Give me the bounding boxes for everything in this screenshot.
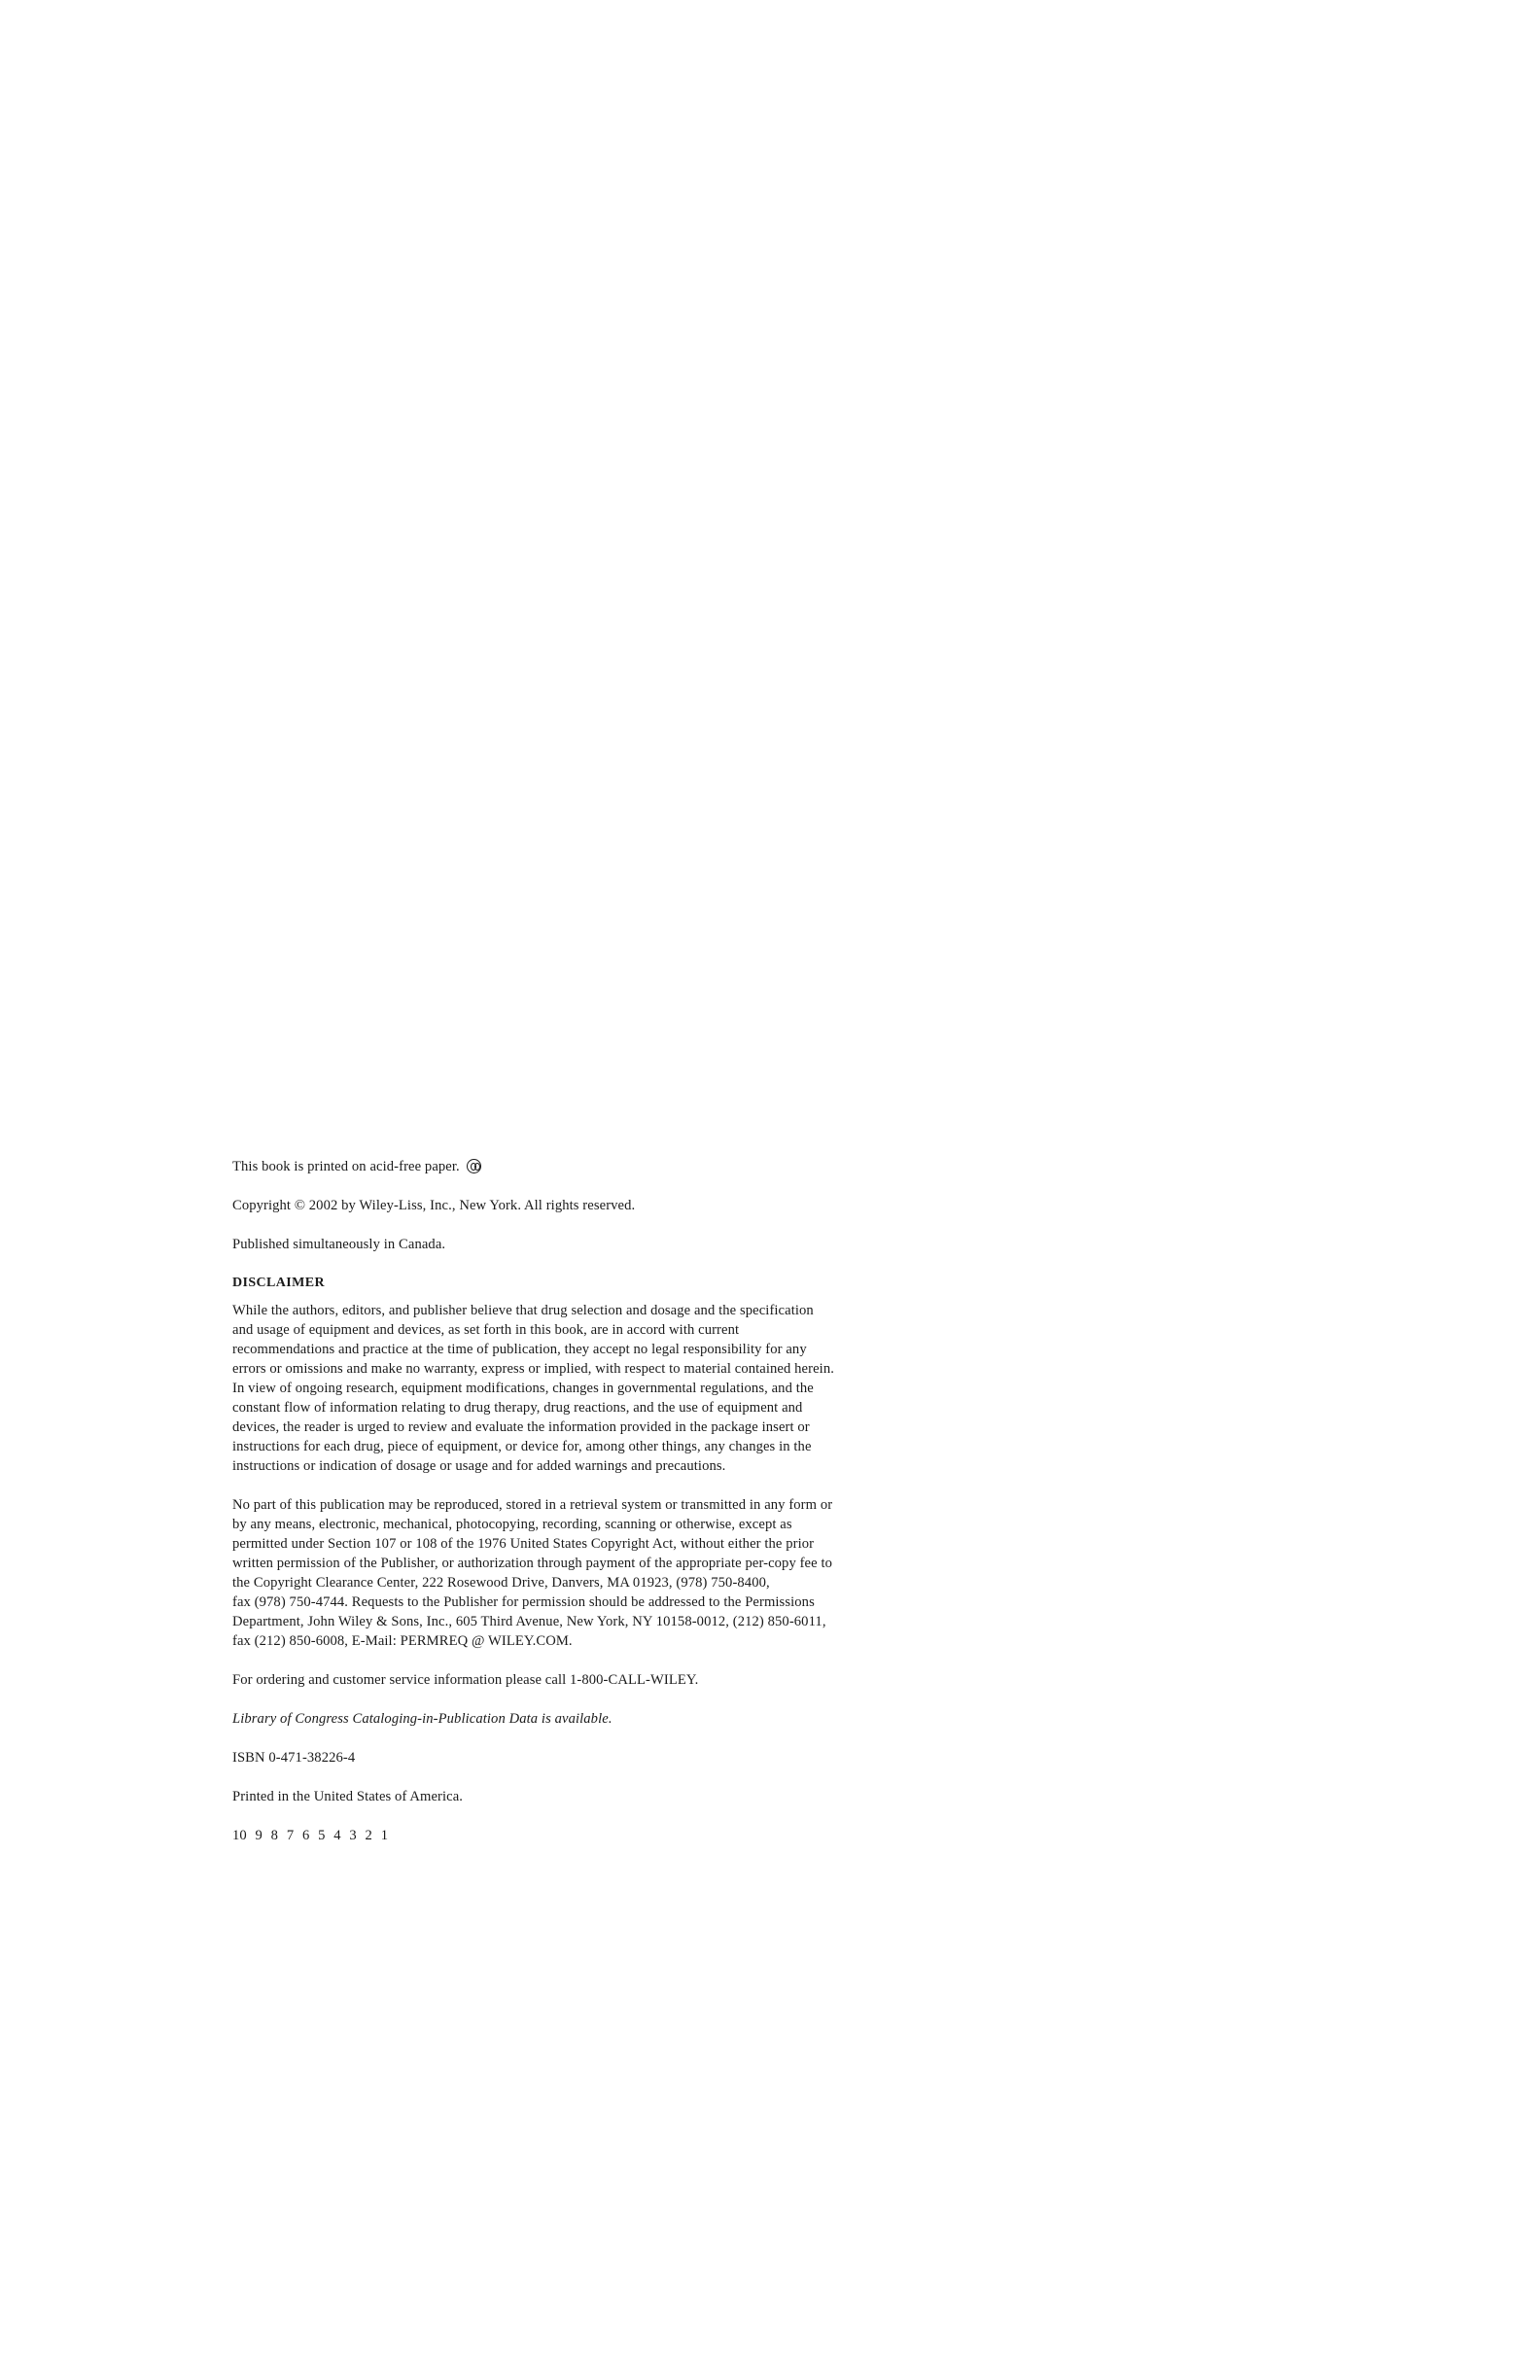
ordering-info: For ordering and customer service information please call 1-800-CALL-WILEY. — [232, 1672, 699, 1688]
permissions-line: Department, John Wiley & Sons, Inc., 605 Third Avenue, New York, NY 10158-0012, (212) 850-6011, — [232, 1614, 826, 1629]
disclaimer-heading: DISCLAIMER — [232, 1276, 326, 1290]
copyright-notice: Copyright © 2002 by Wiley-Liss, Inc., New York. All rights reserved. — [232, 1198, 636, 1213]
acid-free-notice — [232, 1157, 893, 1176]
permissions-line: fax (212) 850-6008, E-Mail: PERMREQ @ WILEY.COM. — [232, 1633, 573, 1649]
printed-in-notice: Printed in the United States of America. — [232, 1789, 464, 1804]
disclaimer-line: errors or omissions and make no warranty, express or implied, with respect to material contained herein. — [232, 1361, 834, 1377]
permissions-paragraph — [232, 1495, 893, 1651]
isbn: ISBN 0-471-38226-4 — [232, 1750, 356, 1766]
disclaimer-line: While the authors, editors, and publisher believe that drug selection and dosage and the specification — [232, 1303, 814, 1318]
disclaimer-paragraph — [232, 1301, 893, 1476]
disclaimer-line: instructions for each drug, piece of equipment, or device for, among other things, any changes in the — [232, 1439, 812, 1454]
copyright-page-block — [232, 1157, 893, 1865]
permissions-line: No part of this publication may be reproduced, stored in a retrieval system or transmitted in any form or — [232, 1497, 833, 1513]
permissions-line: fax (978) 750-4744. Requests to the Publisher for permission should be addressed to the Permissions — [232, 1594, 815, 1610]
printer-key-line: 10 9 8 7 6 5 4 3 2 1 — [232, 1828, 389, 1843]
disclaimer-line: recommendations and practice at the time of publication, they accept no legal responsibility for any — [232, 1342, 807, 1357]
acid-free-text: This book is printed on acid-free paper. — [232, 1159, 460, 1174]
disclaimer-line: and usage of equipment and devices, as set forth in this book, are in accord with current — [232, 1322, 740, 1338]
disclaimer-line: constant flow of information relating to drug therapy, drug reactions, and the use of equipment and — [232, 1400, 803, 1416]
disclaimer-line: devices, the reader is urged to review and evaluate the information provided in the package insert or — [232, 1419, 810, 1435]
permissions-line: permitted under Section 107 or 108 of the 1976 United States Copyright Act, without either the prior — [232, 1536, 815, 1552]
cip-notice: Library of Congress Cataloging-in-Publication Data is available. — [232, 1711, 612, 1727]
disclaimer-line: In view of ongoing research, equipment modifications, changes in governmental regulations, and the — [232, 1381, 814, 1396]
infinity-circle-icon — [467, 1159, 481, 1173]
published-canada-notice: Published simultaneously in Canada. — [232, 1237, 446, 1252]
disclaimer-line: instructions or indication of dosage or usage and for added warnings and precautions. — [232, 1458, 726, 1474]
permissions-line: written permission of the Publisher, or authorization through payment of the appropriate per-copy fee to — [232, 1556, 833, 1571]
permissions-line: by any means, electronic, mechanical, photocopying, recording, scanning or otherwise, except as — [232, 1517, 792, 1532]
permissions-line: the Copyright Clearance Center, 222 Rosewood Drive, Danvers, MA 01923, (978) 750-8400, — [232, 1575, 770, 1591]
